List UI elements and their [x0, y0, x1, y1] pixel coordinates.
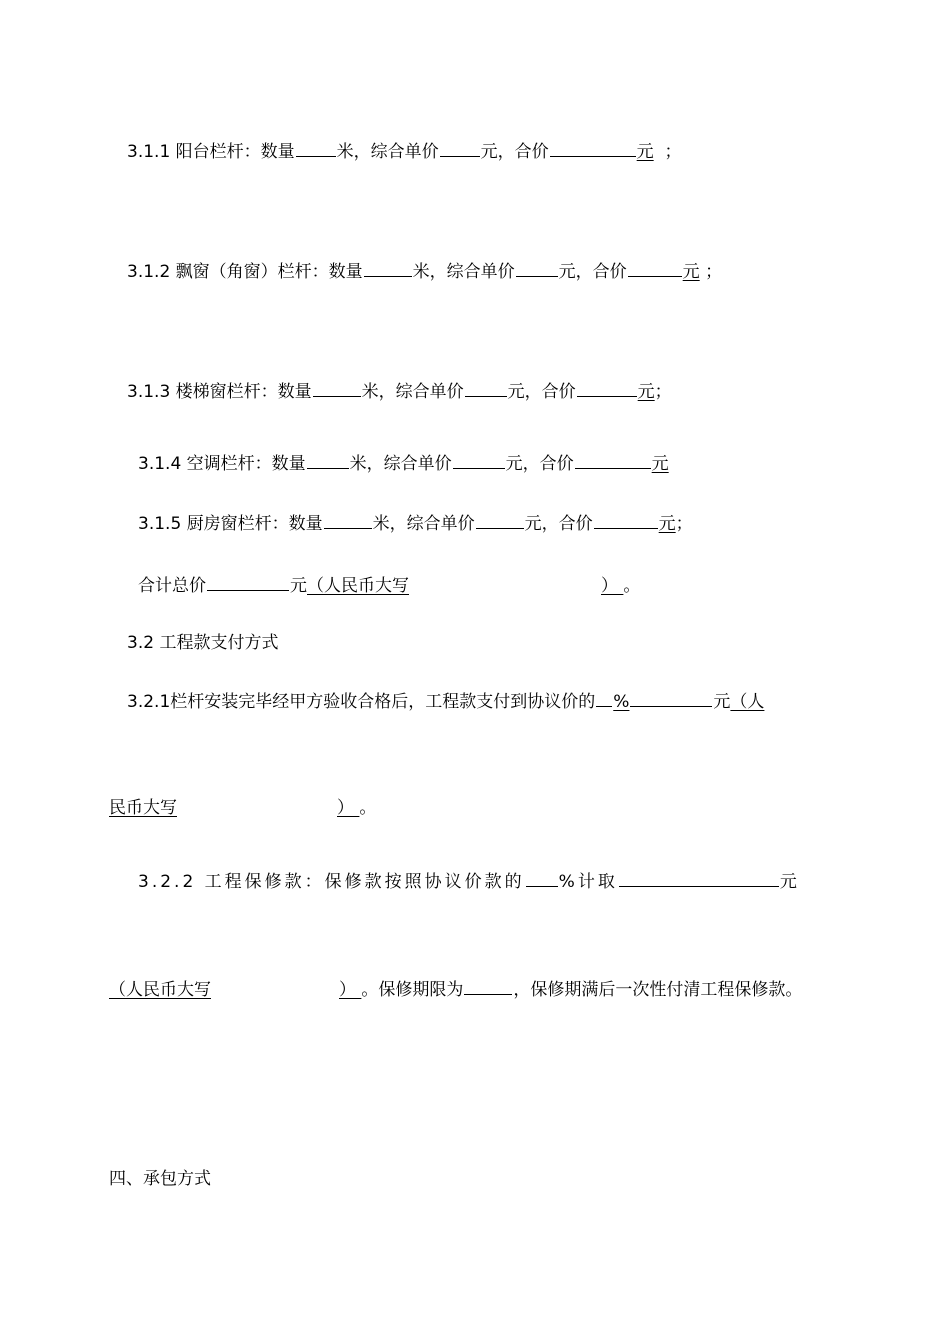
yuan-label: 元: [290, 576, 307, 596]
yuan-label: 元: [651, 454, 669, 474]
amount-blank: [619, 869, 779, 887]
section-3-2-heading: 3.2 工程款支付方式: [127, 633, 279, 653]
price-label: 元，合价: [558, 262, 627, 282]
quantity-blank: [324, 511, 372, 529]
item-text: 工程保修款：保修款按照协议价款的: [204, 872, 525, 892]
quantity-blank: [313, 379, 361, 397]
rmb-cont: 民币大写: [109, 798, 177, 818]
item-3-2-2-continued: [109, 977, 802, 1001]
item-3-1-2: [127, 259, 722, 283]
unit-price-blank: [516, 259, 558, 277]
unit-price-blank: [465, 379, 507, 397]
item-label: 厨房窗栏杆：数量: [186, 514, 323, 534]
warranty-period-label: 。保修期限为: [361, 980, 464, 1000]
item-number: 3.1.4: [138, 454, 182, 474]
yuan-label: 元: [636, 142, 654, 162]
semicolon: ；: [675, 514, 693, 534]
yuan-label: 元: [682, 262, 700, 282]
item-label: 阳台栏杆：数量: [175, 142, 295, 162]
quantity-blank: [296, 139, 336, 157]
item-3-2-1-continued: [109, 797, 376, 819]
rmb-open: （人民币大写: [307, 576, 409, 596]
unit-label: 米，综合单价: [412, 262, 515, 282]
item-number: 3.2.1: [127, 692, 171, 712]
rmb-close: ）: [339, 980, 356, 1000]
grand-total-line: [138, 573, 640, 597]
item-number: 3.1.1: [127, 142, 171, 162]
item-label: 飘窗（角窗）栏杆：数量: [175, 262, 363, 282]
quantity-blank: [307, 451, 349, 469]
item-3-1-5: [138, 511, 693, 535]
item-number: 3.1.5: [138, 514, 182, 534]
unit-price-blank: [476, 511, 524, 529]
rmb-uppercase-field: [307, 576, 623, 596]
section-4-heading: 四、承包方式: [109, 1169, 211, 1189]
price-label: 元，合价: [507, 382, 576, 402]
item-number: 3.1.3: [127, 382, 171, 402]
semicolon: ；: [654, 382, 672, 402]
item-3-1-4: [138, 451, 669, 475]
yuan-label: 元: [637, 382, 655, 402]
price-label: 元，合价: [505, 454, 574, 474]
price-label: 元，合价: [524, 514, 593, 534]
warranty-tail: ，保修期满后一次性付清工程保修款。: [513, 980, 803, 1000]
percent-sign: %: [558, 872, 578, 892]
item-3-1-3: [127, 379, 672, 403]
total-price-blank: [550, 139, 636, 157]
period: 。: [623, 576, 641, 596]
unit-price-blank: [440, 139, 480, 157]
rmb-open: （人: [730, 692, 765, 712]
yuan-label: 元: [779, 872, 800, 892]
rmb-close: ）: [601, 576, 618, 596]
semicolon: ；: [664, 142, 682, 162]
total-price-blank: [575, 451, 651, 469]
item-3-1-1: [127, 139, 681, 163]
item-3-2-1: [127, 689, 764, 713]
warranty-period-blank: [464, 977, 512, 995]
semicolon: ；: [705, 262, 723, 282]
yuan-label: 元: [658, 514, 676, 534]
item-number: 3.1.2: [127, 262, 171, 282]
rmb-uppercase-field: [109, 798, 359, 818]
item-3-2-2: [138, 869, 800, 893]
item-text: 栏杆安装完毕经甲方验收合格后，工程款支付到协议价的: [170, 692, 596, 712]
yuan-label: 元: [713, 692, 731, 712]
period: 。: [359, 798, 377, 818]
quantity-blank: [364, 259, 412, 277]
unit-label: 米，综合单价: [372, 514, 475, 534]
qu-label: 计取: [577, 872, 618, 892]
amount-blank: [630, 689, 712, 707]
percent-sign: %: [613, 692, 630, 712]
rmb-open: （人民币大写: [109, 980, 211, 1000]
total-label: 合计总价: [138, 576, 206, 596]
item-label: 空调栏杆：数量: [186, 454, 306, 474]
total-price-blank: [577, 379, 637, 397]
rmb-close: ）: [337, 798, 354, 818]
percent-blank: [596, 689, 612, 707]
unit-label: 米，综合单价: [361, 382, 464, 402]
unit-label: 米，综合单价: [349, 454, 452, 474]
item-label: 楼梯窗栏杆：数量: [175, 382, 312, 402]
total-price-blank: [628, 259, 682, 277]
percent-blank: [526, 869, 558, 887]
rmb-uppercase-field: [109, 980, 361, 1000]
total-amount-blank: [207, 573, 289, 591]
price-label: 元，合价: [480, 142, 549, 162]
unit-label: 米，综合单价: [336, 142, 439, 162]
total-price-blank: [594, 511, 658, 529]
item-number: 3.2.2: [138, 872, 197, 892]
unit-price-blank: [453, 451, 505, 469]
